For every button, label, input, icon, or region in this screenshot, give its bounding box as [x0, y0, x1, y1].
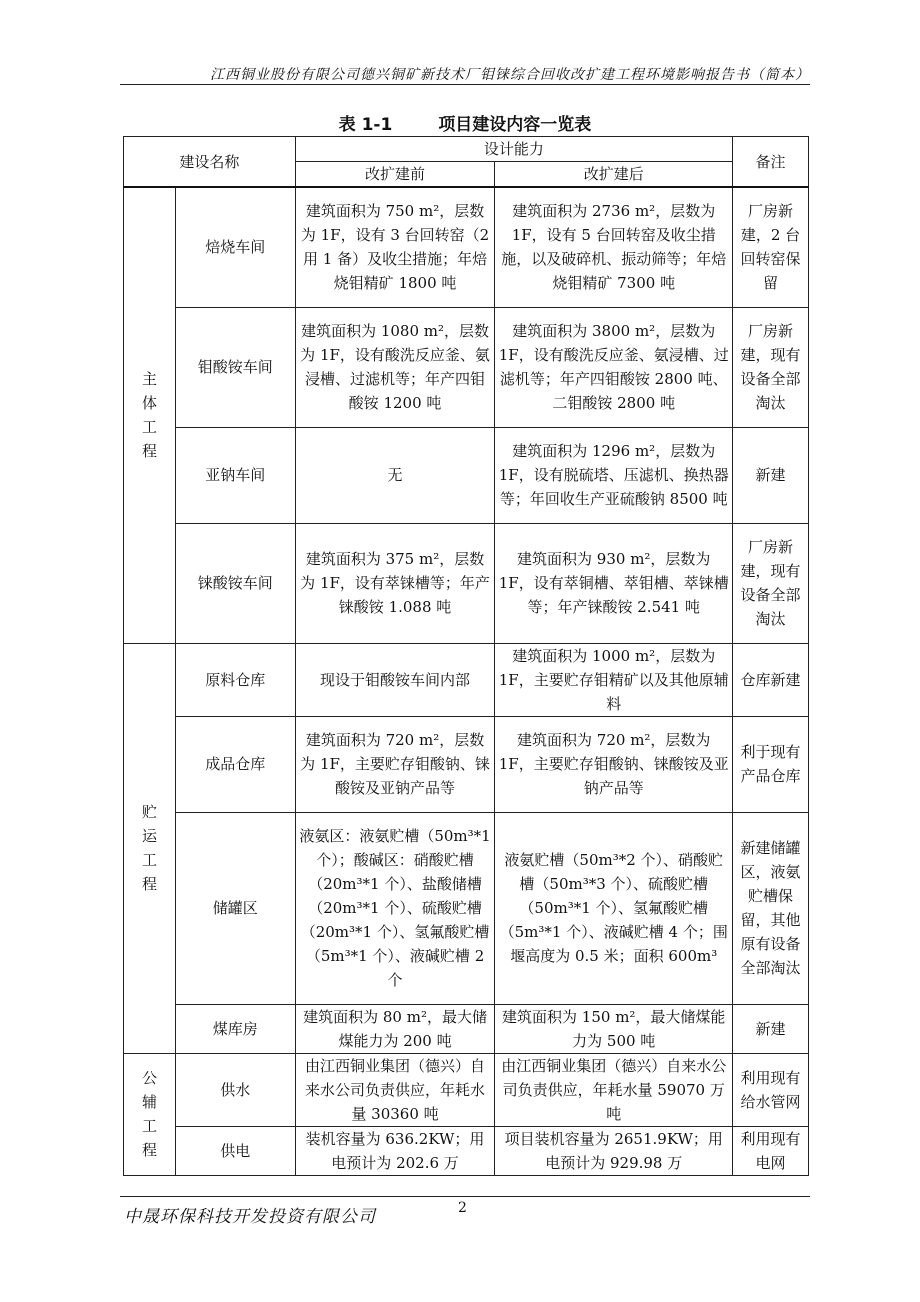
table-row	[124, 716, 809, 812]
header-after: 改扩建后	[495, 162, 733, 188]
row-after: 由江西铜业集团（德兴）自来水公司负责供应，年耗水量 59070 万吨	[495, 1053, 733, 1126]
table-row	[124, 1053, 809, 1126]
category-label: 贮运工程	[141, 803, 157, 893]
row-name: 储罐区	[175, 812, 295, 1004]
row-before: 装机容量为 636.2KW；用电预计为 202.6 万	[295, 1126, 495, 1175]
row-before: 现设于钼酸铵车间内部	[295, 643, 495, 716]
page-number: 2	[458, 1200, 467, 1216]
row-name: 成品仓库	[175, 716, 295, 812]
header-before: 改扩建前	[295, 162, 495, 188]
row-before: 建筑面积为 375 m²，层数为 1F，设有萃铼槽等；年产铼酸铵 1.088 吨	[295, 523, 495, 643]
row-note: 新建	[733, 427, 809, 523]
running-header: 江西铜业股份有限公司德兴铜矿新技术厂钼铼综合回收改扩建工程环境影响报告书（简本）	[210, 67, 810, 83]
table-title: 项目建设内容一览表	[438, 115, 592, 135]
row-after: 建筑面积为 150 m²，最大储煤能力为 500 吨	[495, 1004, 733, 1053]
row-name: 供电	[175, 1126, 295, 1175]
row-note: 新建储罐区，液氨贮槽保留，其他原有设备全部淘汰	[733, 812, 809, 1004]
row-note: 厂房新建，2 台回转窑保留	[733, 187, 809, 307]
table-caption	[120, 110, 810, 135]
category-label: 公辅工程	[141, 1069, 157, 1159]
row-name: 铼酸铵车间	[175, 523, 295, 643]
row-before: 建筑面积为 80 m²，最大储煤能力为 200 吨	[295, 1004, 495, 1053]
row-name: 煤库房	[175, 1004, 295, 1053]
row-note: 利于现有产品仓库	[733, 716, 809, 812]
header-capacity: 设计能力	[295, 137, 732, 162]
table-row	[124, 427, 809, 523]
row-before: 建筑面积为 1080 m²，层数为 1F，设有酸洗反应釜、氨浸槽、过滤机等；年产四钼酸铵 1200 吨	[295, 307, 495, 427]
row-after: 项目装机容量为 2651.9KW；用电预计为 929.98 万	[495, 1126, 733, 1175]
row-note: 利用现有电网	[733, 1126, 809, 1175]
row-after: 建筑面积为 1296 m²，层数为 1F，设有脱硫塔、压滤机、换热器等；年回收生产亚硫酸钠 8500 吨	[495, 427, 733, 523]
row-name: 亚钠车间	[175, 427, 295, 523]
construction-content-table	[123, 136, 809, 1176]
table-number: 表 1-1	[338, 115, 393, 135]
row-after: 建筑面积为 930 m²，层数为 1F，设有萃铜槽、萃钼槽、萃铼槽等；年产铼酸铵 2.541 吨	[495, 523, 733, 643]
row-before: 建筑面积为 750 m²，层数为 1F，设有 3 台回转窑（2 用 1 备）及收尘措施；年焙烧钼精矿 1800 吨	[295, 187, 495, 307]
row-note: 仓库新建	[733, 643, 809, 716]
row-before: 液氨区：液氨贮槽（50m³*1 个）；酸碱区：硝酸贮槽（20m³*1 个）、盐酸储槽（20m³*1 个）、硫酸贮槽（20m³*1 个）、氢氟酸贮槽（5m³*1 个）、液碱贮槽 2 个	[295, 812, 495, 1004]
table-row	[124, 812, 809, 1004]
row-after: 液氨贮槽（50m³*2 个）、硝酸贮槽（50m³*3 个）、硫酸贮槽（50m³*1 个）、氢氟酸贮槽（5m³*1 个）、液碱贮槽 4 个；围堰高度为 0.5 米；面积 600m³	[495, 812, 733, 1004]
row-before: 建筑面积为 720 m²，层数为 1F，主要贮存钼酸钠、铼酸铵及亚钠产品等	[295, 716, 495, 812]
row-note: 厂房新建，现有设备全部淘汰	[733, 307, 809, 427]
table-row	[124, 307, 809, 427]
row-before: 无	[295, 427, 495, 523]
row-name: 供水	[175, 1053, 295, 1126]
row-name: 焙烧车间	[175, 187, 295, 307]
header-row-top	[124, 137, 809, 162]
row-note: 利用现有给水管网	[733, 1053, 809, 1126]
table-row	[124, 1004, 809, 1053]
row-name: 钼酸铵车间	[175, 307, 295, 427]
header-name: 建设名称	[124, 137, 296, 188]
category-cell	[124, 643, 176, 1053]
row-after: 建筑面积为 1000 m²，层数为 1F，主要贮存钼精矿以及其他原辅料	[495, 643, 733, 716]
row-after: 建筑面积为 3800 m²，层数为 1F，设有酸洗反应釜、氨浸槽、过滤机等；年产四钼酸铵 2800 吨、二钼酸铵 2800 吨	[495, 307, 733, 427]
table-row	[124, 187, 809, 307]
footer-company: 中晟环保科技开发投资有限公司	[124, 1207, 376, 1227]
row-note: 厂房新建，现有设备全部淘汰	[733, 523, 809, 643]
row-before: 由江西铜业集团（德兴）自来水公司负责供应，年耗水量 30360 吨	[295, 1053, 495, 1126]
row-note: 新建	[733, 1004, 809, 1053]
category-label: 主体工程	[141, 370, 157, 461]
category-cell	[124, 187, 176, 643]
table-row	[124, 523, 809, 643]
category-cell	[124, 1053, 176, 1175]
header-note: 备注	[733, 137, 809, 188]
table-row	[124, 1126, 809, 1175]
footer-rule	[120, 1196, 810, 1197]
row-name: 原料仓库	[175, 643, 295, 716]
header-rule	[120, 84, 810, 85]
table-row	[124, 643, 809, 716]
row-after: 建筑面积为 2736 m²，层数为 1F，设有 5 台回转窑及收尘措施，以及破碎机、振动筛等；年焙烧钼精矿 7300 吨	[495, 187, 733, 307]
row-after: 建筑面积为 720 m²，层数为 1F，主要贮存钼酸钠、铼酸铵及亚钠产品等	[495, 716, 733, 812]
